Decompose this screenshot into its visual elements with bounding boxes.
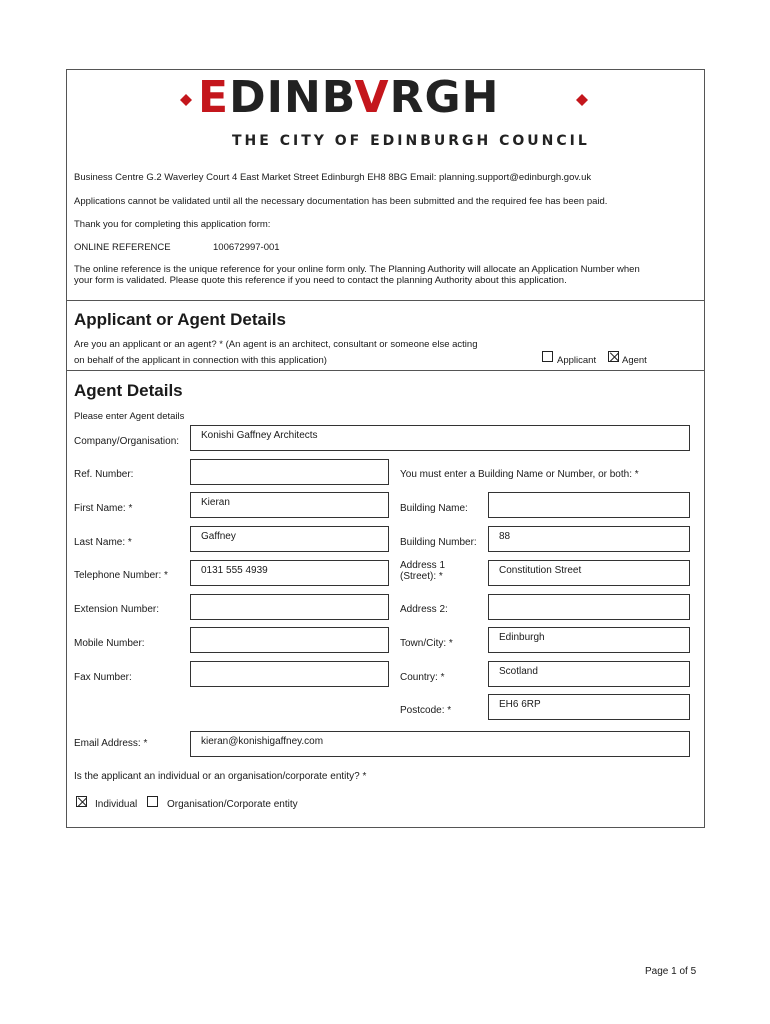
address1-label-line-1: Address 1 (400, 560, 446, 571)
town-label: Town/City: * (400, 638, 453, 649)
thanks-text: Thank you for completing this application form: (74, 219, 271, 230)
fax-input[interactable] (190, 661, 389, 687)
telephone-input[interactable]: 0131 555 4939 (190, 560, 389, 586)
diamond-left-icon (180, 94, 192, 106)
ref-note-line-2: your form is validated. Please quote this reference if you need to contact the planning Authority about this application. (74, 275, 567, 286)
fax-label: Fax Number: (74, 672, 132, 683)
mobile-label: Mobile Number: (74, 638, 145, 649)
address2-input[interactable] (488, 594, 690, 620)
address1-input[interactable]: Constitution Street (488, 560, 690, 586)
contact-line: Business Centre G.2 Waverley Court 4 East Market Street Edinburgh EH8 8BG Email: planning.support@edinburgh.gov.uk (74, 172, 592, 183)
applicant-question-line-1: Are you an applicant or an agent? * (An agent is an architect, consultant or someone else acting (74, 339, 478, 350)
council-logo (176, 72, 596, 156)
applicant-question-line-2: on behalf of the applicant in connection with this application) (74, 355, 327, 366)
logo-wordmark: EDINBVRGH (198, 72, 500, 123)
council-name: THE CITY OF EDINBURGH COUNCIL (232, 133, 590, 149)
building-name-label: Building Name: (400, 503, 468, 514)
individual-option-label: Individual (95, 799, 138, 810)
building-number-label: Building Number: (400, 537, 477, 548)
diamond-right-icon (576, 94, 588, 106)
building-number-input[interactable]: 88 (488, 526, 690, 552)
organisation-checkbox[interactable] (147, 796, 158, 807)
company-input[interactable]: Konishi Gaffney Architects (190, 425, 690, 451)
agent-intro: Please enter Agent details (74, 411, 185, 422)
postcode-label: Postcode: * (400, 705, 452, 716)
applicant-option-label: Applicant (557, 355, 597, 366)
extension-input[interactable] (190, 594, 389, 620)
ref-number-input[interactable] (190, 459, 389, 485)
first-name-label: First Name: * (74, 503, 133, 514)
town-input[interactable]: Edinburgh (488, 627, 690, 653)
ref-note-line-1: The online reference is the unique reference for your online form only. The Planning Authority will allocate an Application Number when (74, 264, 640, 275)
company-label: Company/Organisation: (74, 436, 180, 447)
last-name-label: Last Name: * (74, 537, 132, 548)
applicant-checkbox[interactable] (542, 351, 553, 362)
ref-number-label: Ref. Number: (74, 469, 134, 480)
email-input[interactable]: kieran@konishigaffney.com (190, 731, 690, 757)
building-note: You must enter a Building Name or Number, or both: * (400, 469, 639, 480)
agent-section-title: Agent Details (74, 381, 183, 400)
last-name-input[interactable]: Gaffney (190, 526, 389, 552)
address1-label-line-2: (Street): * (400, 571, 443, 582)
online-ref-value: 100672997-001 (213, 242, 280, 253)
page-number: Page 1 of 5 (645, 966, 697, 977)
extension-label: Extension Number: (74, 604, 160, 615)
country-label: Country: * (400, 672, 445, 683)
entity-question: Is the applicant an individual or an organisation/corporate entity? * (74, 771, 367, 782)
mobile-input[interactable] (190, 627, 389, 653)
validation-note: Applications cannot be validated until all the necessary documentation has been submitted and the required fee has been paid. (74, 196, 608, 207)
first-name-input[interactable]: Kieran (190, 492, 389, 518)
individual-checkbox[interactable] (76, 796, 87, 807)
telephone-label: Telephone Number: * (74, 570, 168, 581)
agent-option-label: Agent (622, 355, 647, 366)
building-name-input[interactable] (488, 492, 690, 518)
country-input[interactable]: Scotland (488, 661, 690, 687)
applicant-section-title: Applicant or Agent Details (74, 310, 286, 329)
email-label: Email Address: * (74, 738, 148, 749)
address2-label: Address 2: (400, 604, 448, 615)
postcode-input[interactable]: EH6 6RP (488, 694, 690, 720)
online-ref-label: ONLINE REFERENCE (74, 242, 171, 253)
agent-checkbox[interactable] (608, 351, 619, 362)
organisation-option-label: Organisation/Corporate entity (167, 799, 298, 810)
